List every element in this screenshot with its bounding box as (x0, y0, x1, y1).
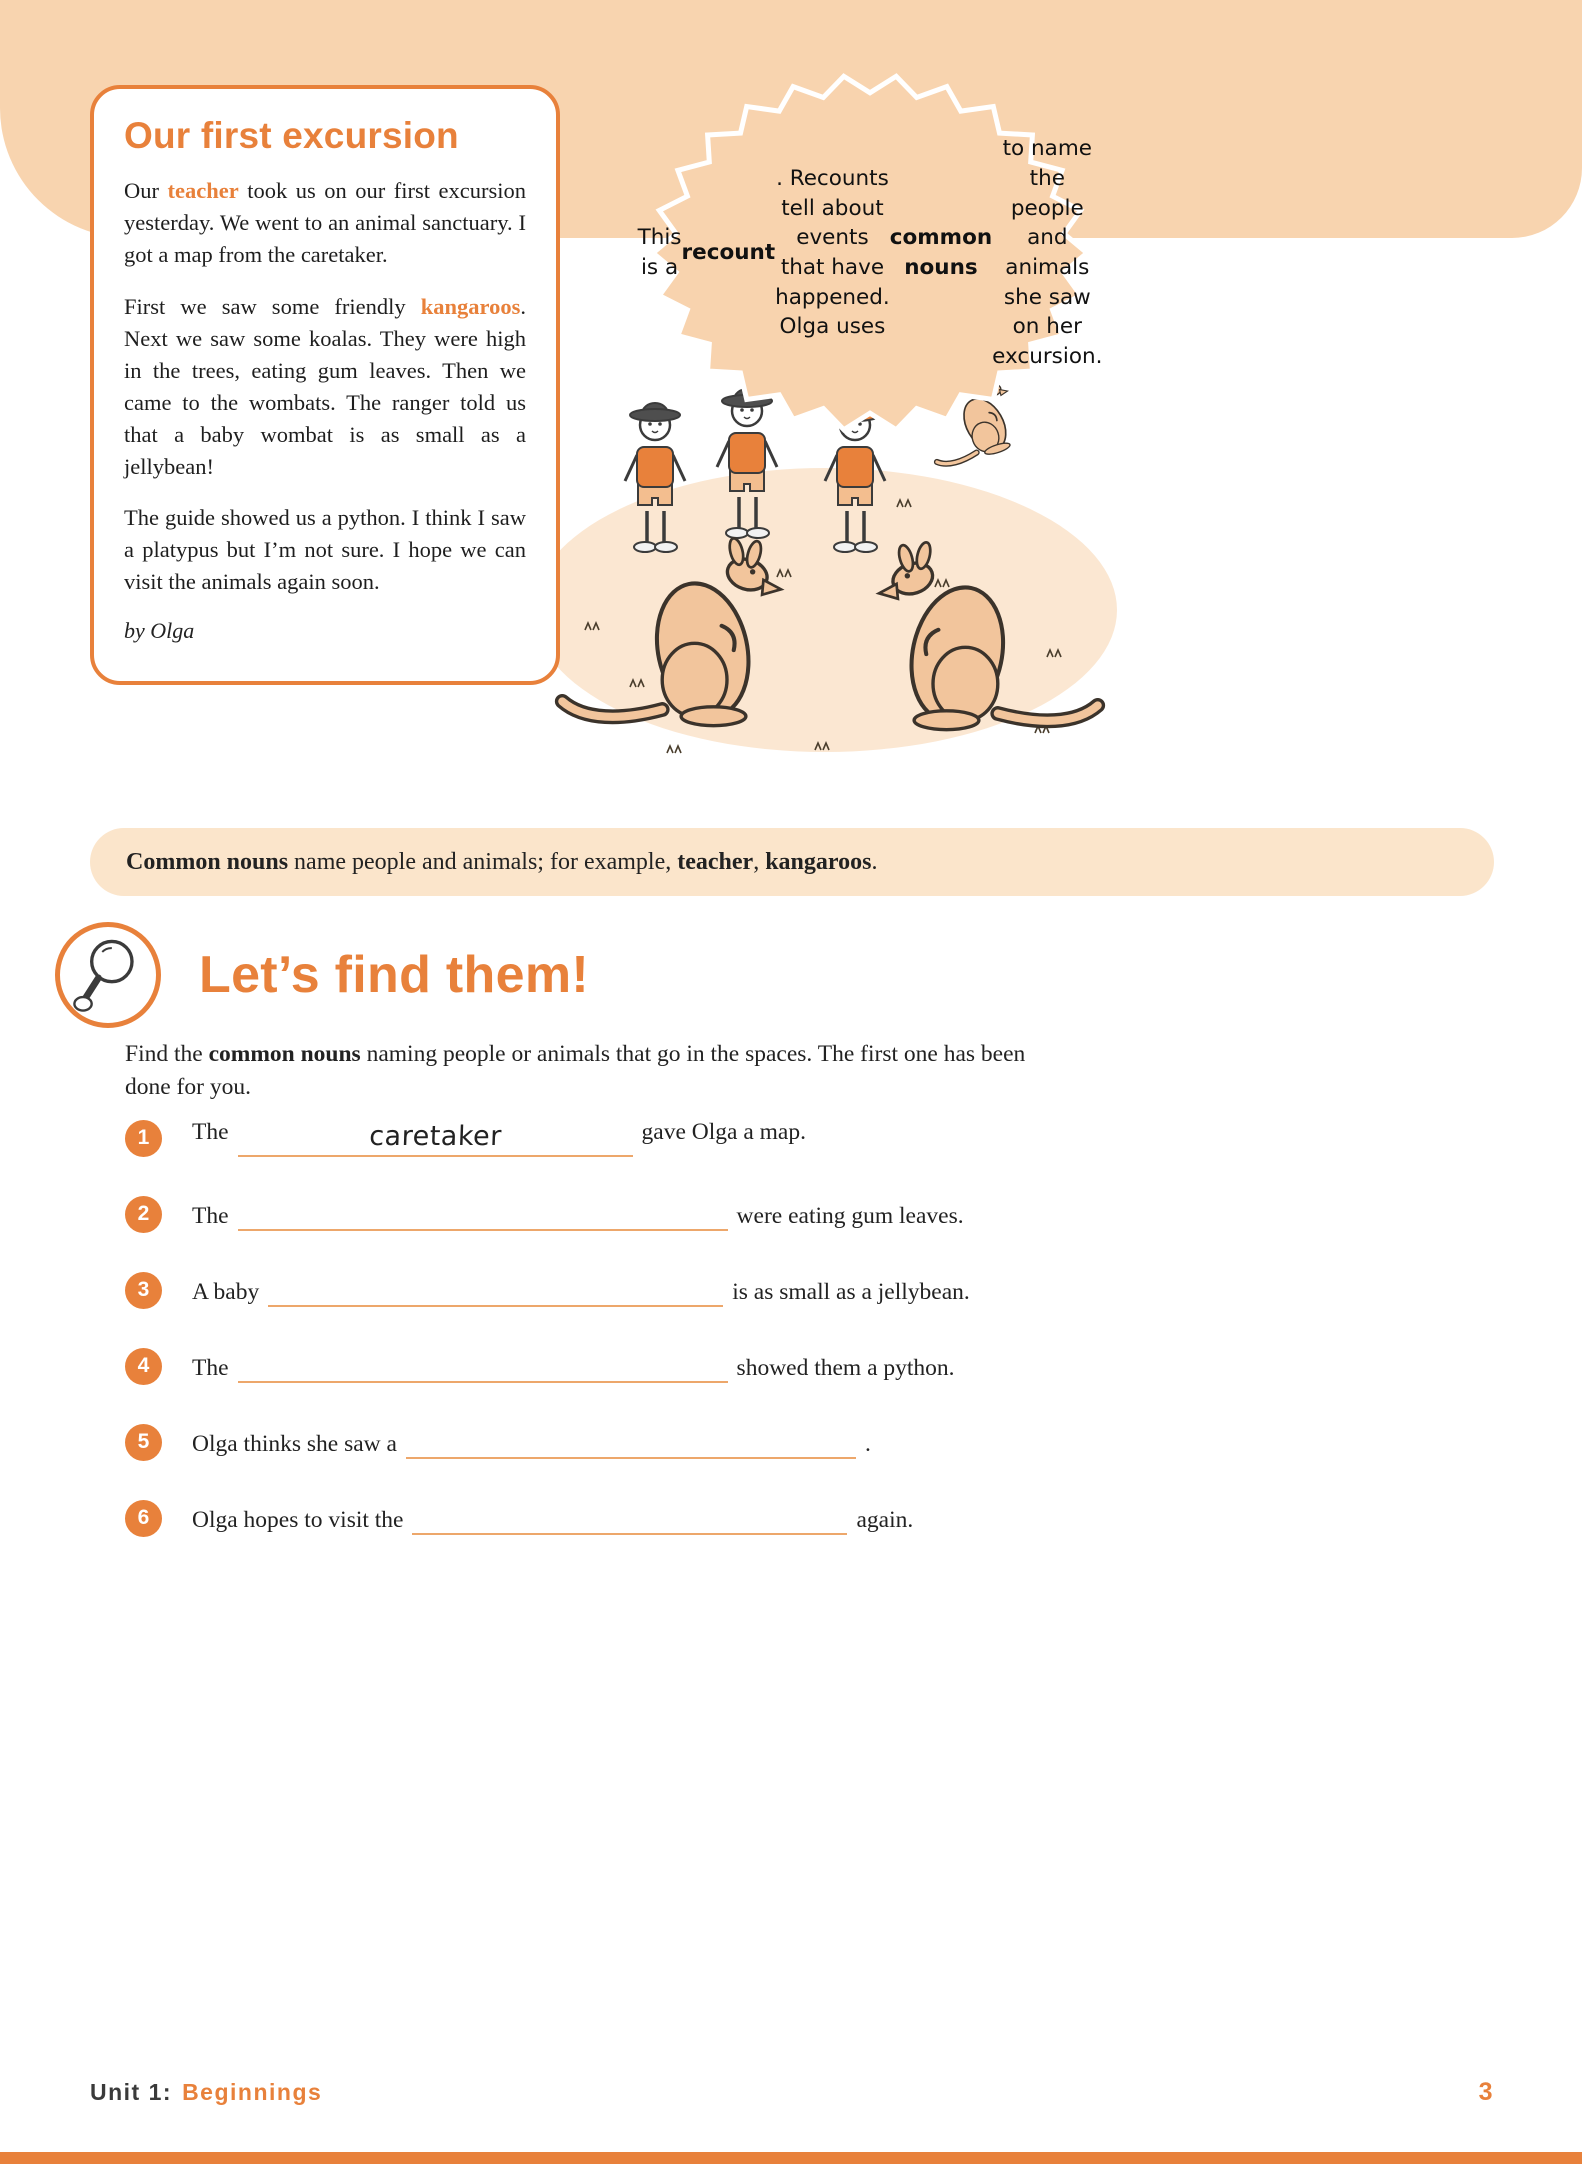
activity-title: Let’s find them! (199, 946, 589, 1004)
recount-paragraph-3: The guide showed us a python. I think I saw a platypus but I’m not sure. I hope we can visit the animals again soon. (124, 505, 526, 595)
fill-in-item-4 (125, 1346, 970, 1386)
item-text (192, 1349, 955, 1383)
footer-page-number: 3 (1478, 2078, 1494, 2106)
recount-speech-bubble (637, 68, 1103, 438)
unit-title: Beginnings (182, 2079, 323, 2105)
item-text-after: showed them a python. (736, 1355, 955, 1381)
item-text (192, 1197, 964, 1231)
item-number-badge: 2 (125, 1196, 162, 1233)
item-text-before: The (192, 1355, 229, 1381)
footer-unit (90, 2079, 322, 2106)
item-text (192, 1119, 806, 1157)
item-text-before: Olga thinks she saw a (192, 1431, 397, 1457)
item-number-badge: 1 (125, 1120, 162, 1157)
answer-blank[interactable] (238, 1349, 728, 1383)
item-number-badge: 4 (125, 1348, 162, 1385)
recount-card (90, 85, 560, 685)
page-footer (90, 2078, 1494, 2107)
item-number-badge: 5 (125, 1424, 162, 1461)
item-text-after: . (864, 1431, 871, 1457)
fill-in-item-5 (125, 1422, 970, 1462)
item-text-after: were eating gum leaves. (736, 1203, 964, 1229)
grammar-note-banner (90, 828, 1494, 896)
item-text-before: Olga hopes to visit the (192, 1507, 404, 1533)
item-text (192, 1273, 970, 1307)
activity-instructions: Find the common nouns naming people or animals that go in the spaces. The first one has been done for you. (125, 1041, 1026, 1101)
answer-blank[interactable] (268, 1273, 723, 1307)
fill-in-item-6 (125, 1498, 970, 1538)
item-text-after: is as small as a jellybean. (732, 1279, 970, 1305)
bottom-bar (0, 2152, 1582, 2164)
item-number-badge: 6 (125, 1500, 162, 1537)
magnifier-icon (55, 922, 161, 1028)
item-number-badge: 3 (125, 1272, 162, 1309)
recount-byline: by Olga (124, 618, 195, 644)
recount-paragraph-2: First we saw some friendly kangaroos. Next we saw some koalas. They were high in the trees, eating gum leaves. Then we came to the wombats. The ranger told us that a baby wombat is as small as a jellybean! (124, 293, 526, 479)
fill-in-item-3 (125, 1270, 970, 1310)
item-text-after: again. (856, 1507, 914, 1533)
recount-title: Our first excursion (124, 115, 459, 156)
recount-paragraph-1: Our teacher took us on our first excursion yesterday. We went to an animal sanctuary. I got a map from the caretaker. (124, 178, 527, 267)
item-text-before: The (192, 1203, 229, 1229)
answer-text: caretaker (368, 1121, 502, 1152)
speech-bubble-text: This is a recount . Recounts tell about events that have happened. Olga uses common nouns to name the people and animals she saw on her excursion. (637, 136, 1103, 369)
fill-in-item-1 (125, 1118, 970, 1158)
item-text-before: A baby (192, 1279, 260, 1305)
unit-label: Unit 1: (90, 2079, 173, 2105)
item-text-after: gave Olga a map. (641, 1119, 806, 1145)
answer-blank[interactable] (238, 1197, 728, 1231)
answer-blank[interactable] (406, 1425, 856, 1459)
item-text-before: The (192, 1119, 229, 1145)
item-text (192, 1425, 871, 1459)
grammar-note-text: Common nouns name people and animals; for example, teacher, kangaroos. (126, 848, 878, 875)
fill-in-item-2 (125, 1194, 970, 1234)
item-text (192, 1501, 913, 1535)
activity-header (55, 922, 589, 1028)
answer-blank[interactable] (412, 1501, 847, 1535)
fill-in-list (125, 1118, 970, 1574)
answer-blank[interactable] (238, 1123, 633, 1157)
